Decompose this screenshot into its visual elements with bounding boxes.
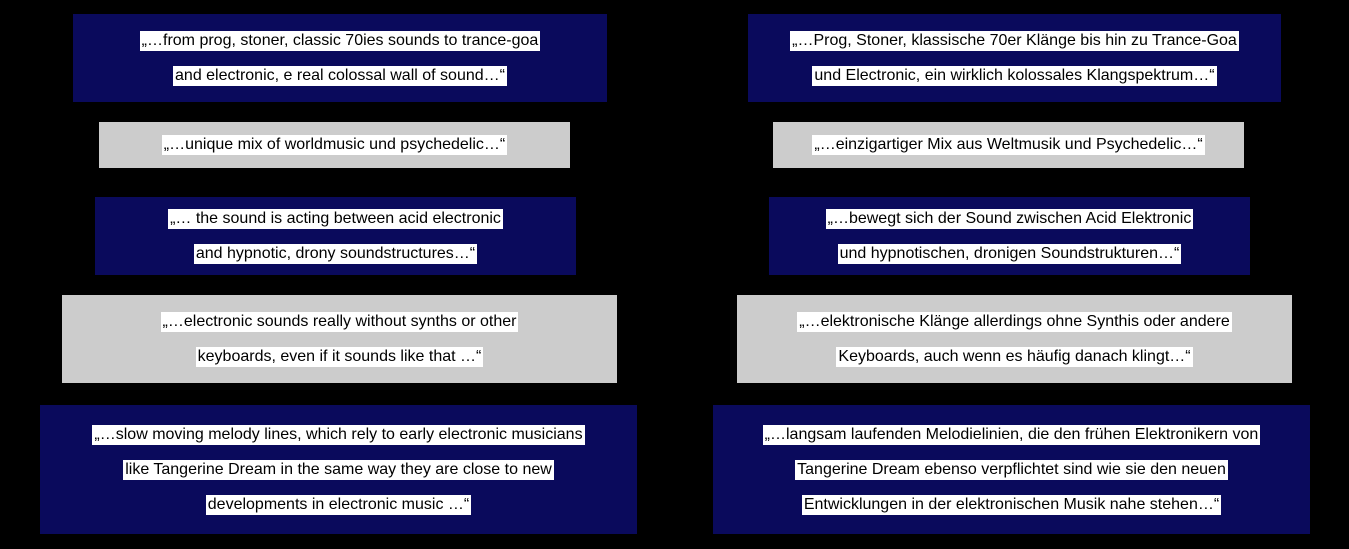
- quote-line: „…elektronische Klänge allerdings ohne Synthis oder andere: [799, 312, 1230, 330]
- quote-box-de-2: [773, 122, 1244, 168]
- quote-line: and electronic, e real colossal wall of sound…“: [175, 66, 505, 84]
- quote-line: „…bewegt sich der Sound zwischen Acid Elektronic: [827, 209, 1192, 227]
- quote-box-de-1: [748, 14, 1281, 102]
- quote-box-en-2: [99, 122, 570, 168]
- quote-line: like Tangerine Dream in the same way they are close to new: [125, 460, 552, 478]
- quote-line: „… the sound is acting between acid electronic: [170, 209, 501, 227]
- quote-box-en-1: [73, 14, 607, 102]
- quote-box-de-5: [713, 405, 1310, 534]
- quote-line: „…slow moving melody lines, which rely to early electronic musicians: [94, 425, 583, 443]
- quote-box-en-3: [95, 197, 576, 275]
- quote-box-en-5: [40, 405, 637, 534]
- quote-box-en-4: [62, 295, 617, 383]
- quote-line: „…electronic sounds really without synths or other: [162, 312, 517, 330]
- quote-line: „…einzigartiger Mix aus Weltmusik und Psychedelic…“: [814, 136, 1203, 153]
- quote-line: Tangerine Dream ebenso verpflichtet sind wie sie den neuen: [797, 460, 1226, 478]
- quote-line: und Electronic, ein wirklich kolossales Klangspektrum…“: [814, 66, 1215, 84]
- quote-line: Entwicklungen in der elektronischen Musik nahe stehen…“: [803, 495, 1220, 513]
- quote-line: developments in electronic music …“: [207, 495, 470, 513]
- quote-line: „…unique mix of worldmusic und psychedelic…“: [163, 136, 506, 153]
- quote-line: keyboards, even if it sounds like that …“: [197, 347, 482, 365]
- quote-line: and hypnotic, drony soundstructures…“: [195, 244, 476, 262]
- quote-line: „…from prog, stoner, classic 70ies sounds to trance-goa: [141, 31, 539, 49]
- quote-box-de-4: [737, 295, 1292, 383]
- quote-line: und hypnotischen, dronigen Soundstrukturen…“: [839, 244, 1180, 262]
- quote-line: „…langsam laufenden Melodielinien, die den frühen Elektronikern von: [764, 425, 1259, 443]
- quote-line: Keyboards, auch wenn es häufig danach klingt…“: [838, 347, 1191, 365]
- quote-line: „…Prog, Stoner, klassische 70er Klänge bis hin zu Trance-Goa: [792, 31, 1237, 49]
- quote-box-de-3: [769, 197, 1250, 275]
